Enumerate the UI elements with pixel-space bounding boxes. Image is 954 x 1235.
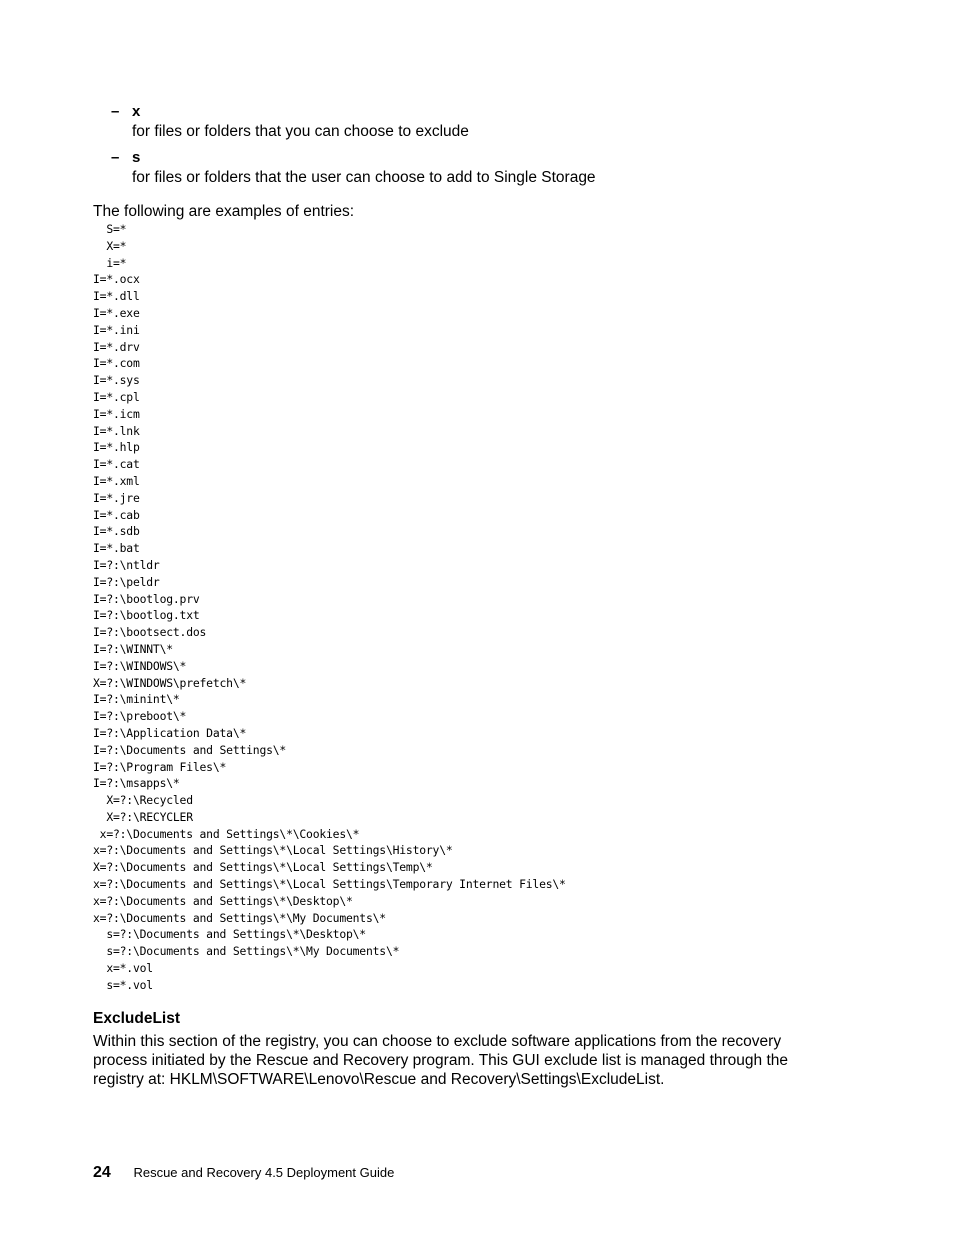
code-line: I=?:\peldr [93,574,160,589]
code-line: x=?:\Documents and Settings\*\Cookies\* [93,826,360,841]
code-line: I=*.ocx [93,272,140,287]
code-line: s=?:\Documents and Settings\*\My Documents\* [93,944,400,959]
code-line: x=?:\Documents and Settings\*\My Documents\* [93,910,386,925]
code-line: I=*.drv [93,339,140,354]
code-line: x=*.vol [93,961,153,976]
code-block-entries [93,221,566,994]
code-line: I=*.lnk [93,423,140,438]
code-line: I=?:\WINDOWS\* [93,658,187,673]
code-line: I=*.hlp [93,440,140,455]
code-line: I=?:\Application Data\* [93,725,247,740]
code-line: X=* [93,238,127,253]
code-line: I=*.xml [93,473,140,488]
code-line: s=*.vol [93,977,153,992]
code-line: I=?:\bootlog.prv [93,591,200,606]
list-item-description: for files or folders that you can choose to exclude [132,123,469,140]
examples-intro: The following are examples of entries: [93,203,355,220]
entry-type-list [111,102,871,194]
code-line: I=*.dll [93,289,140,304]
footer-title: Rescue and Recovery 4.5 Deployment Guide [133,1165,395,1180]
code-line: s=?:\Documents and Settings\*\Desktop\* [93,927,366,942]
code-line: I=*.cab [93,507,140,522]
list-item-description: for files or folders that the user can choose to add to Single Storage [132,169,596,186]
code-line: X=?:\Documents and Settings\*\Local Settings\Temp\* [93,860,433,875]
code-line: I=?:\Program Files\* [93,759,227,774]
code-line: I=*.cat [93,457,140,472]
code-line: X=?:\Recycled [93,793,193,808]
list-dash: – [111,103,120,120]
code-line: I=?:\bootsect.dos [93,625,207,640]
code-line: I=*.icm [93,406,140,421]
code-line: I=?:\WINNT\* [93,641,173,656]
page-number: 24 [93,1164,111,1181]
code-line: I=*.ini [93,322,140,337]
code-line: S=* [93,222,127,236]
list-dash: – [111,149,120,166]
code-line: i=* [93,255,127,270]
list-item [111,148,871,187]
code-line: x=?:\Documents and Settings\*\Local Settings\Temporary Internet Files\* [93,877,566,892]
code-line: I=?:\preboot\* [93,709,187,724]
code-line: X=?:\RECYCLER [93,809,193,824]
list-item-term: x [132,103,141,120]
section-heading: ExcludeList [93,1010,180,1027]
code-line: I=*.exe [93,305,140,320]
list-item-term: s [132,149,141,166]
code-line: I=*.cpl [93,389,140,404]
code-line: I=*.sys [93,373,140,388]
code-line: I=?:\ntldr [93,557,160,572]
code-line: I=*.sdb [93,524,140,539]
code-line: x=?:\Documents and Settings\*\Desktop\* [93,893,353,908]
code-line: I=?:\bootlog.txt [93,608,200,623]
code-line: I=*.jre [93,490,140,505]
page-footer [93,1163,394,1183]
code-line: I=?:\msapps\* [93,776,180,791]
code-line: I=*.com [93,356,140,371]
list-item [111,102,871,141]
code-line: X=?:\WINDOWS\prefetch\* [93,675,247,690]
code-line: I=?:\Documents and Settings\* [93,742,287,757]
code-line: I=?:\minint\* [93,692,180,707]
code-line: x=?:\Documents and Settings\*\Local Settings\History\* [93,843,453,858]
section-paragraph: Within this section of the registry, you can choose to exclude software applications from the recovery process initiated by the Rescue and Recovery program. This GUI exclude list is managed through the registry at: HKLM\SOFTWARE\Lenovo\Rescue and Recovery\Settings\ExcludeList. [93,1033,788,1088]
code-line: I=*.bat [93,541,140,556]
